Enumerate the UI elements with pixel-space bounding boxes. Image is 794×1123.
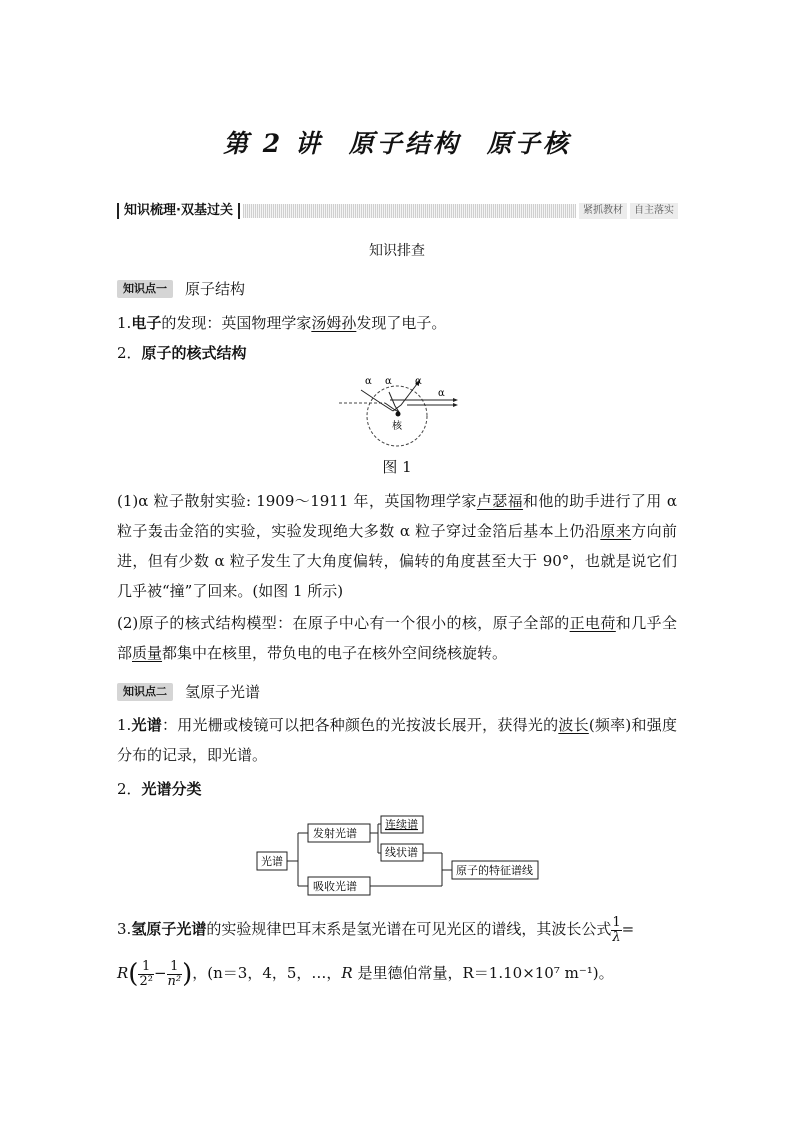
fraction-denominator: n²: [167, 973, 182, 989]
figure-alpha-scattering: [335, 372, 460, 456]
sub-heading: 知识排查: [369, 243, 425, 259]
title-lecture: 第 2 讲: [223, 129, 323, 158]
paragraph-hydrogen-spectrum: [117, 914, 677, 945]
text: 是里德伯常量，: [352, 964, 463, 982]
term: 氢原子光谱: [131, 920, 207, 938]
node-line: 线状谱: [385, 846, 418, 859]
text: 和他的助手进行了用 α 粒子轰击金箔的实验，实验发现绝大多数 α 粒子穿过金箔后基本上仍沿: [117, 492, 677, 540]
section-bar: [117, 202, 678, 220]
deflected-path-1: [361, 390, 393, 411]
paren-right: ): [182, 959, 193, 989]
fraction-one-over-lambda: [611, 916, 621, 945]
text: 和几乎全部: [117, 614, 677, 662]
underlined-answer: 质量: [132, 644, 163, 662]
figure-caption: 图 1: [382, 458, 412, 476]
alpha-label-2: α: [385, 376, 392, 387]
page-title: [0, 124, 794, 160]
underlined-answer: 卢瑟福: [476, 492, 524, 510]
alpha-label-1: α: [365, 376, 372, 387]
item-number: 2．: [117, 780, 142, 798]
knowledge-point-title: 氢原子光谱: [185, 683, 261, 701]
knowledge-point-2: [117, 681, 260, 702]
nucleus-dot: [396, 412, 401, 417]
text: 的发现：英国物理学家: [161, 314, 312, 332]
arrow-head: [453, 403, 458, 407]
deflected-path-2: [393, 384, 417, 411]
paragraph-spectrum-definition: [117, 710, 677, 770]
rydberg-symbol: R: [341, 964, 353, 982]
diagram-spectrum-classification: [250, 812, 545, 902]
text: ：用光栅或棱镜可以把各种颜色的光按波长展开，获得光的: [162, 716, 559, 734]
section-bar-label: 知识梳理·双基过关: [117, 203, 240, 219]
text: 的实验规律巴耳末系是氢光谱在可见光区的谱线，其波长公式: [206, 920, 612, 938]
item-number: 1.: [117, 716, 132, 734]
alpha-label-3: α: [415, 376, 422, 387]
paragraph-alpha-scattering: [117, 486, 677, 606]
knowledge-point-title: 原子结构: [185, 280, 246, 298]
underlined-answer: 原来: [600, 522, 632, 540]
formula-balmer: [117, 958, 677, 989]
knowledge-point-badge: 知识点二: [117, 683, 173, 701]
paragraph-spectrum-classification: [117, 774, 677, 804]
text: (2)原子的核式结构模型：在原子中心有一个很小的核，原子全部的: [117, 614, 570, 632]
fraction-numerator: 1: [167, 960, 183, 975]
alpha-label-4: α: [438, 388, 445, 399]
fraction-one-over-n-squared: [167, 960, 183, 989]
text: (频率)和强度分布的记录，即光谱。: [117, 716, 677, 764]
section-bar-fill: [243, 204, 576, 218]
section-tag-1: 紧抓教材: [579, 203, 627, 219]
item-number: 2．: [117, 344, 142, 362]
title-topic-2: 原子核: [486, 129, 571, 158]
fraction-numerator: 1: [138, 960, 153, 975]
item-number: 1.: [117, 314, 132, 332]
paragraph-electron-discovery: [117, 308, 677, 338]
underlined-answer: 汤姆孙: [311, 314, 357, 332]
arrow-head: [453, 398, 458, 402]
fraction-one-over-two-squared: [138, 960, 153, 989]
backscatter-path: [385, 392, 399, 412]
text: (1)α 粒子散射实验: 1909～1911 年，英国物理学家: [117, 492, 477, 510]
text: 都集中在核里，带负电的电子在核外空间绕核旋转。: [162, 644, 508, 662]
item-number: 3.: [117, 920, 132, 938]
text: 方向前进，但有少数 α 粒子发生了大角度偏转，偏转的角度甚至大于 90°，也就是说它们几乎被“撞”了回来。(如图 1 所示): [117, 522, 677, 600]
text: 发现了电子。: [356, 314, 447, 332]
term: 光谱分类: [141, 780, 202, 798]
node-continuous: 连续谱: [385, 818, 418, 831]
node-emission: 发射光谱: [313, 827, 357, 840]
knowledge-point-1: [117, 278, 245, 299]
section-bar-tags: [579, 203, 678, 219]
text: R＝1.10×10⁷ m⁻¹)。: [462, 964, 614, 982]
node-root: 光谱: [261, 855, 283, 868]
fraction-denominator: λ: [612, 929, 621, 945]
title-topic-1: 原子结构: [348, 129, 461, 158]
paren-left: (: [128, 959, 139, 989]
fraction-numerator: 1: [612, 914, 621, 930]
rydberg-symbol: R: [117, 964, 129, 982]
underlined-answer: 波长: [558, 716, 589, 734]
nucleus-label: 核: [392, 421, 402, 432]
section-tag-2: 自主落实: [630, 203, 678, 219]
term: 光谱: [131, 716, 163, 734]
node-characteristic: 原子的特征谱线: [456, 864, 533, 877]
paragraph-nuclear-model: [117, 608, 677, 668]
equals-sign: =: [621, 920, 635, 938]
node-absorption: 吸收光谱: [313, 880, 357, 893]
fraction-denominator: 2²: [139, 973, 153, 989]
underlined-answer: 正电荷: [569, 614, 616, 632]
paragraph-nuclear-structure-heading: [117, 338, 677, 368]
term: 原子的核式结构: [141, 344, 247, 362]
minus-sign: −: [153, 964, 167, 982]
knowledge-point-badge: 知识点一: [117, 280, 173, 298]
term: 电子: [131, 314, 162, 332]
text: ，(n＝3，4，5，…，: [192, 964, 342, 982]
